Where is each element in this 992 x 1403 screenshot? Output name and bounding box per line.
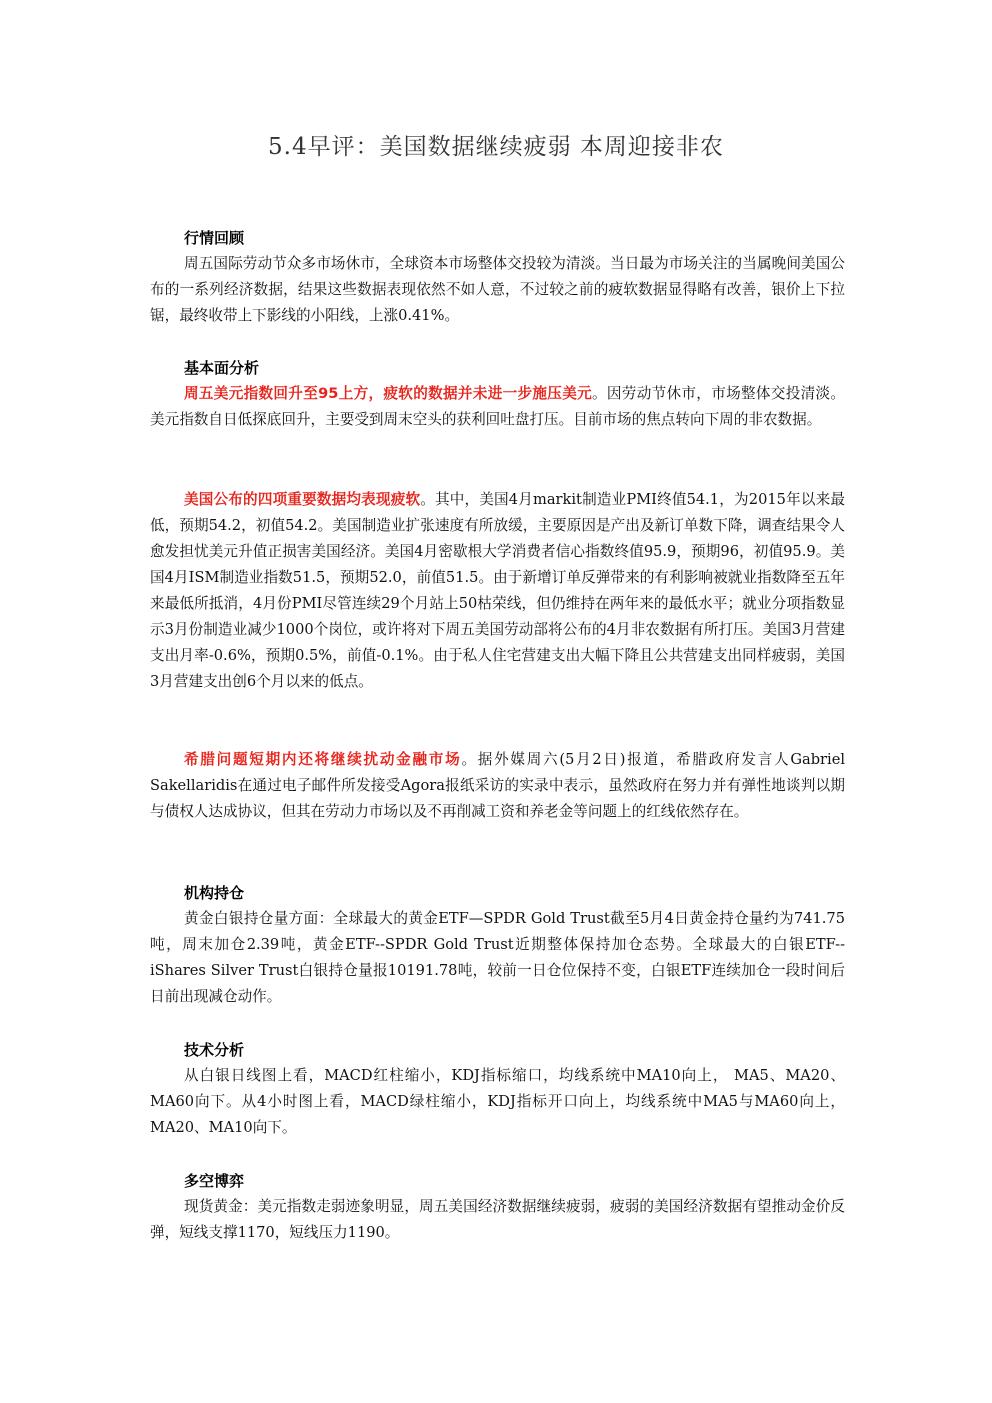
paragraph-positions: 黄金白银持仓量方面：全球最大的黄金ETF—SPDR Gold Trust截至5月4日黄金持仓量约为741.75吨，周末加仓2.39吨，黄金ETF--SPDR Gold Trust近期整体保持加仓态势。全球最大的白银ETF--iShares Silver Trust白银持仓量报10191.78吨，较前一日仓位保持不变，白银ETF连续加仓一段时间后日前出现减仓动作。 (150, 910, 845, 1005)
section-market-review (150, 225, 845, 329)
paragraph-fundamental-2-body: 。其中，美国4月markit制造业PMI终值54.1，为2015年以来最低，预期54.2，初值54.2。美国制造业扩张速度有所放缓，主要原因是产出及新订单数下降，调查结果令人愈发担忧美元升值正损害美国经济。美国4月密歇根大学消费者信心指数终值95.9，预期96，初值95.9。美国4月ISM制造业指数51.5，预期52.0，前值51.5。由于新增订单反弹带来的有利影响被就业指数降至五年来最低所抵消，4月份PMI尽管连续29个月站上50枯荣线，但仍维持在两年来的最低水平；就业分项指数显示3月份制造业减少1000个岗位，或许将对下周五美国劳动部将公布的4月非农数据有所打压。美国3月营建支出月率-0.6%，预期0.5%，前值-0.1%。由于私人住宅营建支出大幅下降且公共营建支出同样疲弱，美国3月营建支出创6个月以来的低点。 (150, 491, 845, 690)
section-heading-positions: 机构持仓 (184, 884, 245, 902)
highlight-us-data-weak: 美国公布的四项重要数据均表现疲软 (184, 491, 421, 508)
paragraph-fundamental-3 (150, 747, 860, 825)
section-us-data (150, 487, 845, 695)
section-heading-strategy: 多空博弈 (184, 1172, 245, 1190)
paragraph-strategy: 现货黄金：美元指数走弱迹象明显，周五美国经济数据继续疲弱，疲弱的美国经济数据有望推动金价反弹，短线支撑1170，短线压力1190。 (150, 1198, 845, 1241)
paragraph-fundamental-1 (150, 381, 845, 433)
section-heading-review: 行情回顾 (184, 229, 245, 247)
document-title: 5.4早评：美国数据继续疲弱 本周迎接非农 (268, 134, 724, 160)
section-heading-technical: 技术分析 (184, 1041, 245, 1059)
paragraph-fundamental-2 (150, 487, 845, 695)
paragraph-fundamental-3-body: 。据外媒周六(5月2日)报道，希腊政府发言人Gabriel Sakellaridis在通过电子邮件所发接受Agora报纸采访的实录中表示，虽然政府在努力并有弹性地谈判以期与债权人达成协议，但其在劳动力市场以及不再削减工资和养老金等问题上的红线依然存在。 (150, 751, 860, 820)
highlight-usd-index: 周五美元指数回升至95上方，疲软的数据并未进一步施压美元 (184, 385, 592, 402)
section-technical-analysis (150, 1037, 845, 1141)
section-institutional-positions (150, 880, 845, 1010)
paragraph-technical: 从白银日线图上看，MACD红柱缩小，KDJ指标缩口，均线系统中MA10向上， MA5、MA20、MA60向下。从4小时图上看，MACD绿柱缩小，KDJ指标开口向上，均线系统中MA5与MA60向上，MA20、MA10向下。 (150, 1067, 845, 1136)
paragraph-review: 周五国际劳动节众多市场休市，全球资本市场整体交投较为清淡。当日最为市场关注的当属晚间美国公布的一系列经济数据，结果这些数据表现依然不如人意，不过较之前的疲软数据显得略有改善，银价上下拉锯，最终收带上下影线的小阳线，上涨0.41%。 (150, 255, 845, 324)
paragraph-fundamental-1-body: 。因劳动节休市，市场整体交投清淡。美元指数自日低探底回升，主要受到周末空头的获利回吐盘打压。目前市场的焦点转向下周的非农数据。 (150, 385, 845, 428)
section-long-short (150, 1168, 845, 1246)
section-heading-fundamental: 基本面分析 (184, 359, 260, 377)
section-greece (150, 747, 860, 825)
section-fundamental-analysis (150, 355, 845, 433)
highlight-greece: 希腊问题短期内还将继续扰动金融市场 (184, 751, 462, 768)
